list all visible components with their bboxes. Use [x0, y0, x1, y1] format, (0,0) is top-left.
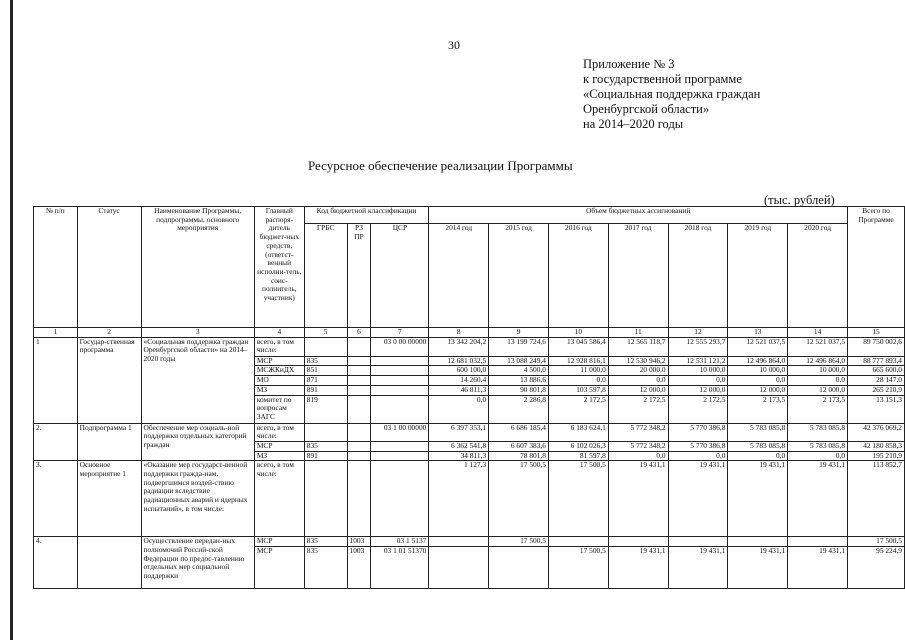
- row-year-value: 5 783 085,8: [728, 441, 788, 451]
- table-row: [34, 537, 905, 547]
- row-executor: МЗ: [254, 451, 304, 461]
- column-number: 12: [668, 328, 728, 338]
- row-year-value: 34 811,3: [429, 451, 489, 461]
- row-executor: МСР: [254, 537, 304, 547]
- row-total: 28 147,0: [848, 376, 905, 386]
- table-row: [34, 423, 905, 441]
- row-year-value: 12 521 037,5: [788, 337, 848, 356]
- row-name: «Социальная поддержка граждан Оренбургской области» на 2014–2020 годы: [141, 337, 254, 423]
- scan-edge-bar: [10, 0, 13, 640]
- row-year-value: [728, 537, 788, 547]
- row-rz: [347, 385, 371, 395]
- row-grbs: [304, 423, 347, 441]
- row-year-value: 12 565 118,7: [608, 337, 668, 356]
- header-num: № п/п: [34, 207, 78, 328]
- column-number: 7: [371, 328, 429, 338]
- row-year-value: 12 530 946,2: [608, 356, 668, 366]
- row-executor: МСЖКиДХ: [254, 366, 304, 376]
- row-year-value: 17 500,5: [489, 461, 549, 537]
- row-csr: [371, 356, 429, 366]
- row-year-value: 2 172,5: [668, 395, 728, 423]
- row-csr: [371, 376, 429, 386]
- row-year-value: 0,0: [608, 451, 668, 461]
- row-year-value: 1 127,3: [429, 461, 489, 537]
- row-year-value: 6 607 383,6: [489, 441, 549, 451]
- row-year-value: 5 770 386,8: [668, 441, 728, 451]
- row-year-value: 13 088 249,4: [489, 356, 549, 366]
- units-label: (тыс. рублей): [764, 193, 835, 207]
- row-year-value: 0,0: [728, 451, 788, 461]
- row-year-value: 13 342 204,2: [429, 337, 489, 356]
- row-total: 17 500,5: [848, 537, 905, 547]
- row-number: 2.: [34, 423, 78, 461]
- appendix-line: к государственной программе: [583, 72, 742, 86]
- row-year-value: 19 431,1: [608, 461, 668, 537]
- row-year-value: 0,0: [668, 451, 728, 461]
- row-total: 42 376 069,2: [848, 423, 905, 441]
- row-status: [77, 537, 141, 589]
- row-rz: [347, 441, 371, 451]
- row-csr: [371, 385, 429, 395]
- row-executor: всего, в том числе:: [254, 337, 304, 356]
- row-total: 95 224,9: [848, 547, 905, 589]
- row-executor: МСР: [254, 547, 304, 589]
- row-year-value: 12 555 293,7: [668, 337, 728, 356]
- row-year-value: 90 801,8: [489, 385, 549, 395]
- header-year: 2020 год: [788, 224, 848, 328]
- row-year-value: 0,0: [788, 451, 848, 461]
- header-row: [34, 207, 905, 224]
- row-year-value: 17 500,5: [489, 537, 549, 547]
- row-year-value: 5 772 348,2: [608, 423, 668, 441]
- row-rz: [347, 451, 371, 461]
- row-year-value: 19 431,1: [788, 547, 848, 589]
- row-year-value: 0,0: [548, 376, 608, 386]
- row-year-value: 0,0: [608, 376, 668, 386]
- row-year-value: 0,0: [788, 376, 848, 386]
- header-status: Статус: [77, 207, 141, 328]
- row-year-value: [548, 537, 608, 547]
- row-year-value: 5 772 348,2: [608, 441, 668, 451]
- row-year-value: 17 500,5: [548, 547, 608, 589]
- row-total: 13 151,3: [848, 395, 905, 423]
- appendix-line: на 2014–2020 годы: [583, 117, 684, 131]
- header-executor: Главный распоря-дитель бюджет-ных средств, (ответст-венный исполни-тель, соис-полнитель, участник): [254, 207, 304, 328]
- row-year-value: 13 199 724,6: [489, 337, 549, 356]
- row-year-value: 2 173,5: [788, 395, 848, 423]
- row-year-value: 2 172,5: [548, 395, 608, 423]
- row-year-value: 5 783 085,8: [728, 423, 788, 441]
- row-number: 4.: [34, 537, 78, 589]
- header-total: Всего по Программе: [848, 207, 905, 328]
- row-csr: 03 1 5137: [371, 537, 429, 547]
- column-number: 8: [429, 328, 489, 338]
- row-csr: [371, 461, 429, 537]
- row-year-value: 6 102 026,3: [548, 441, 608, 451]
- row-year-value: 5 783 085,8: [788, 441, 848, 451]
- row-csr: 03 1 00 00000: [371, 423, 429, 441]
- row-year-value: 81 597,8: [548, 451, 608, 461]
- table-row: [34, 461, 905, 537]
- row-grbs: 871: [304, 376, 347, 386]
- row-year-value: 19 431,1: [668, 547, 728, 589]
- header-year: 2018 год: [668, 224, 728, 328]
- header-name: Наименование Программы, подпрограммы, основного мероприятия: [141, 207, 254, 328]
- row-csr: [371, 451, 429, 461]
- column-number: 15: [848, 328, 905, 338]
- row-executor: комитет по вопросам ЗАГС: [254, 395, 304, 423]
- row-total: 113 852,7: [848, 461, 905, 537]
- row-rz: [347, 337, 371, 356]
- row-status: Подпрограмма 1: [77, 423, 141, 461]
- row-rz: [347, 366, 371, 376]
- row-total: 265 210,9: [848, 385, 905, 395]
- header-rz: РЗ ПР: [347, 224, 371, 328]
- column-number: 14: [788, 328, 848, 338]
- row-name: «Оказание мер государст-венной поддержки гражда-нам, подвергшимся воздей-ствию радиации вследствие радиационных аварий и ядерных испытаний», в том числе:: [141, 461, 254, 537]
- row-year-value: 12 000,0: [788, 385, 848, 395]
- row-csr: 03 0 00 00000: [371, 337, 429, 356]
- row-grbs: 835: [304, 547, 347, 589]
- row-grbs: [304, 337, 347, 356]
- row-executor: МЗ: [254, 385, 304, 395]
- row-year-value: 17 500,5: [548, 461, 608, 537]
- row-year-value: 12 496 864,0: [788, 356, 848, 366]
- column-number: 6: [347, 328, 371, 338]
- header-year: 2015 год: [489, 224, 549, 328]
- row-year-value: 5 770 386,8: [668, 423, 728, 441]
- row-total: 42 180 858,3: [848, 441, 905, 451]
- row-year-value: 10 000,0: [788, 366, 848, 376]
- row-year-value: [608, 537, 668, 547]
- row-year-value: 12 521 037,5: [728, 337, 788, 356]
- row-year-value: 6 397 353,1: [429, 423, 489, 441]
- row-year-value: 19 431,1: [728, 461, 788, 537]
- row-status: Основное мероприятие 1: [77, 461, 141, 537]
- header-year: 2014 год: [429, 224, 489, 328]
- row-status: Государ-ственная программа: [77, 337, 141, 423]
- row-total: 89 750 002,6: [848, 337, 905, 356]
- row-rz: [347, 395, 371, 423]
- row-year-value: 12 000,0: [668, 385, 728, 395]
- appendix-line: «Социальная поддержка граждан: [583, 87, 761, 101]
- column-number: 9: [489, 328, 549, 338]
- header-allocations: Объем бюджетных ассигнований: [429, 207, 848, 224]
- row-grbs: 835: [304, 537, 347, 547]
- row-year-value: [489, 547, 549, 589]
- row-year-value: 12 928 816,1: [548, 356, 608, 366]
- row-year-value: 2 286,8: [489, 395, 549, 423]
- row-year-value: [668, 537, 728, 547]
- row-executor: МСР: [254, 441, 304, 451]
- column-number-row: [34, 328, 905, 338]
- table-row: [34, 337, 905, 356]
- row-grbs: 851: [304, 366, 347, 376]
- row-executor: всего, в том числе:: [254, 423, 304, 441]
- appendix-header: [583, 57, 760, 132]
- row-rz: [347, 356, 371, 366]
- page-number: 30: [448, 38, 460, 52]
- row-year-value: [429, 537, 489, 547]
- row-csr: 03 1 01 51370: [371, 547, 429, 589]
- row-year-value: 12 000,0: [608, 385, 668, 395]
- row-year-value: 6 362 541,8: [429, 441, 489, 451]
- row-csr: [371, 366, 429, 376]
- row-grbs: 891: [304, 385, 347, 395]
- column-number: 13: [728, 328, 788, 338]
- row-executor: МСР: [254, 356, 304, 366]
- row-csr: [371, 395, 429, 423]
- header-year: 2016 год: [548, 224, 608, 328]
- row-total: 665 600,0: [848, 366, 905, 376]
- row-executor: МО: [254, 376, 304, 386]
- document-title: Ресурсное обеспечение реализации Программы: [308, 158, 573, 173]
- header-year: 2019 год: [728, 224, 788, 328]
- row-rz: [347, 461, 371, 537]
- row-year-value: 10 000,0: [668, 366, 728, 376]
- row-year-value: 5 783 085,8: [788, 423, 848, 441]
- column-number: 11: [608, 328, 668, 338]
- row-year-value: [788, 537, 848, 547]
- row-number: 1: [34, 337, 78, 423]
- row-year-value: 4 500,0: [489, 366, 549, 376]
- header-budget-code: Код бюджетной классификации: [304, 207, 429, 224]
- row-year-value: 0,0: [429, 395, 489, 423]
- row-year-value: 46 811,3: [429, 385, 489, 395]
- row-rz: [347, 376, 371, 386]
- row-grbs: 835: [304, 356, 347, 366]
- row-year-value: 13 886,6: [489, 376, 549, 386]
- header-grbs: ГРБС: [304, 224, 347, 328]
- row-year-value: 10 000,0: [728, 366, 788, 376]
- row-total: 88 777 893,4: [848, 356, 905, 366]
- row-year-value: 2 172,5: [608, 395, 668, 423]
- row-rz: [347, 423, 371, 441]
- header-csr: ЦСР: [371, 224, 429, 328]
- column-number: 3: [141, 328, 254, 338]
- row-year-value: 103 597,8: [548, 385, 608, 395]
- row-year-value: 12 000,0: [728, 385, 788, 395]
- row-year-value: 13 045 586,4: [548, 337, 608, 356]
- row-year-value: 600 100,0: [429, 366, 489, 376]
- row-grbs: 835: [304, 441, 347, 451]
- row-year-value: 19 431,1: [668, 461, 728, 537]
- row-executor: всего, в том числе:: [254, 461, 304, 537]
- row-csr: [371, 441, 429, 451]
- row-total: 195 210,9: [848, 451, 905, 461]
- row-grbs: 819: [304, 395, 347, 423]
- row-year-value: 12 681 032,5: [429, 356, 489, 366]
- row-year-value: 0,0: [668, 376, 728, 386]
- row-year-value: 11 000,0: [548, 366, 608, 376]
- row-year-value: 19 431,1: [788, 461, 848, 537]
- column-number: 1: [34, 328, 78, 338]
- row-rz: 1003: [347, 547, 371, 589]
- row-rz: 1003: [347, 537, 371, 547]
- row-year-value: 6 686 185,4: [489, 423, 549, 441]
- row-name: Осуществление передан-ных полномочий Россий-ской Федерации по предос-тавлению отдельных мер социальной поддержки: [141, 537, 254, 589]
- row-year-value: 12 496 864,0: [728, 356, 788, 366]
- appendix-line: Приложение № 3: [583, 57, 675, 71]
- row-grbs: 891: [304, 451, 347, 461]
- row-number: 3.: [34, 461, 78, 537]
- row-year-value: 78 801,8: [489, 451, 549, 461]
- resource-table: [33, 206, 905, 589]
- row-year-value: 19 431,1: [608, 547, 668, 589]
- row-year-value: 12 531 121,2: [668, 356, 728, 366]
- row-year-value: 2 173,5: [728, 395, 788, 423]
- row-name: Обеспечение мер социаль-ной поддержки отдельных категорий граждан: [141, 423, 254, 461]
- row-year-value: 20 000,0: [608, 366, 668, 376]
- row-year-value: [429, 547, 489, 589]
- row-year-value: 19 431,1: [728, 547, 788, 589]
- row-year-value: 0,0: [728, 376, 788, 386]
- column-number: 2: [77, 328, 141, 338]
- row-grbs: [304, 461, 347, 537]
- column-number: 10: [548, 328, 608, 338]
- row-year-value: 6 183 624,1: [548, 423, 608, 441]
- column-number: 4: [254, 328, 304, 338]
- column-number: 5: [304, 328, 347, 338]
- appendix-line: Оренбургской области»: [583, 102, 710, 116]
- row-year-value: 14 260,4: [429, 376, 489, 386]
- header-year: 2017 год: [608, 224, 668, 328]
